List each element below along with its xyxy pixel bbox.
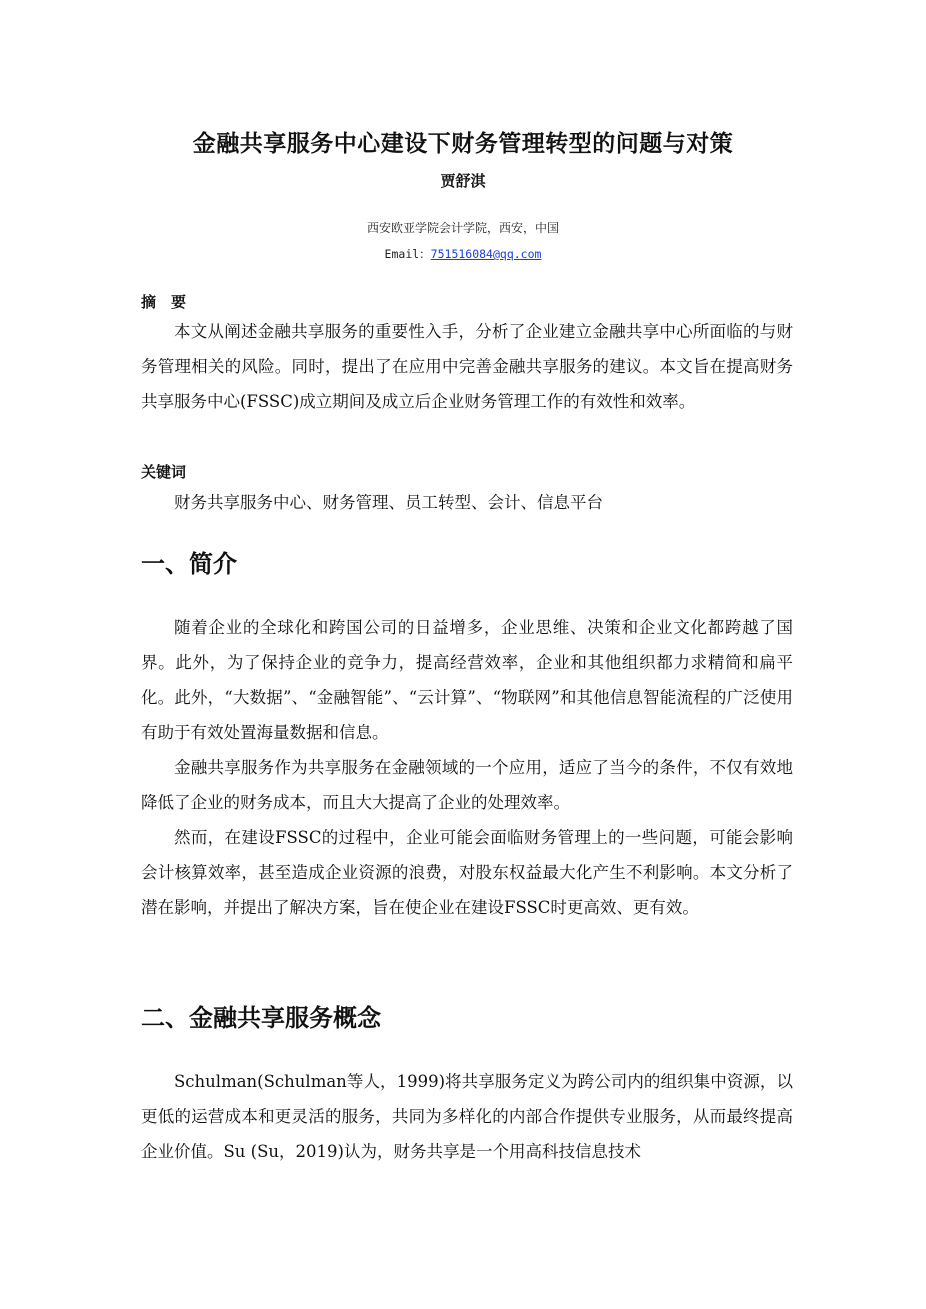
paragraph: Schulman(Schulman等人，1999)将共享服务定义为跨公司内的组织集中资源，以更低的运营成本和更灵活的服务，共同为多样化的内部合作提供专业服务，从而最终提高企业价值。Su (Su，2019)认为，财务共享是一个用高科技信息技术 xyxy=(141,1072,793,1161)
section-heading-introduction: 一、简介 xyxy=(141,550,237,578)
email-label: Email： xyxy=(384,247,431,261)
author-email-line xyxy=(0,244,926,264)
section-body-introduction xyxy=(141,610,793,925)
paragraph: 随着企业的全球化和跨国公司的日益增多，企业思维、决策和企业文化都跨越了国界。此外，为了保持企业的竞争力，提高经营效率，企业和其他组织都力求精简和扁平化。此外，“大数据”、“金融智能”、“云计算”、“物联网”和其他信息智能流程的广泛使用有助于有效处置海量数据和信息。 xyxy=(141,618,793,742)
section-body-concept xyxy=(141,1064,793,1169)
abstract-paragraph: 本文从阐述金融共享服务的重要性入手，分析了企业建立金融共享中心所面临的与财务管理相关的风险。同时，提出了在应用中完善金融共享服务的建议。本文旨在提高财务共享服务中心(FSSC)成立期间及成立后企业财务管理工作的有效性和效率。 xyxy=(141,322,793,411)
keywords-text: 财务共享服务中心、财务管理、员工转型、会计、信息平台 xyxy=(174,493,603,512)
keywords-heading: 关键词 xyxy=(141,463,187,481)
paper-title: 金融共享服务中心建设下财务管理转型的问题与对策 xyxy=(192,131,734,157)
author-name: 贾舒淇 xyxy=(440,172,486,190)
section-heading-concept: 二、金融共享服务概念 xyxy=(141,1004,381,1032)
email-link[interactable]: 751516084@qq.com xyxy=(430,247,542,261)
paragraph: 金融共享服务作为共享服务在金融领域的一个应用，适应了当今的条件，不仅有效地降低了企业的财务成本，而且大大提高了企业的处理效率。 xyxy=(141,758,793,812)
abstract-heading: 摘 要 xyxy=(141,293,187,311)
paragraph: 然而，在建设FSSC的过程中，企业可能会面临财务管理上的一些问题，可能会影响会计核算效率，甚至造成企业资源的浪费，对股东权益最大化产生不利影响。本文分析了潜在影响，并提出了解决方案，旨在使企业在建设FSSC时更高效、更有效。 xyxy=(141,828,793,917)
author-affiliation: 西安欧亚学院会计学院，西安，中国 xyxy=(366,221,559,235)
abstract-body xyxy=(141,314,793,419)
